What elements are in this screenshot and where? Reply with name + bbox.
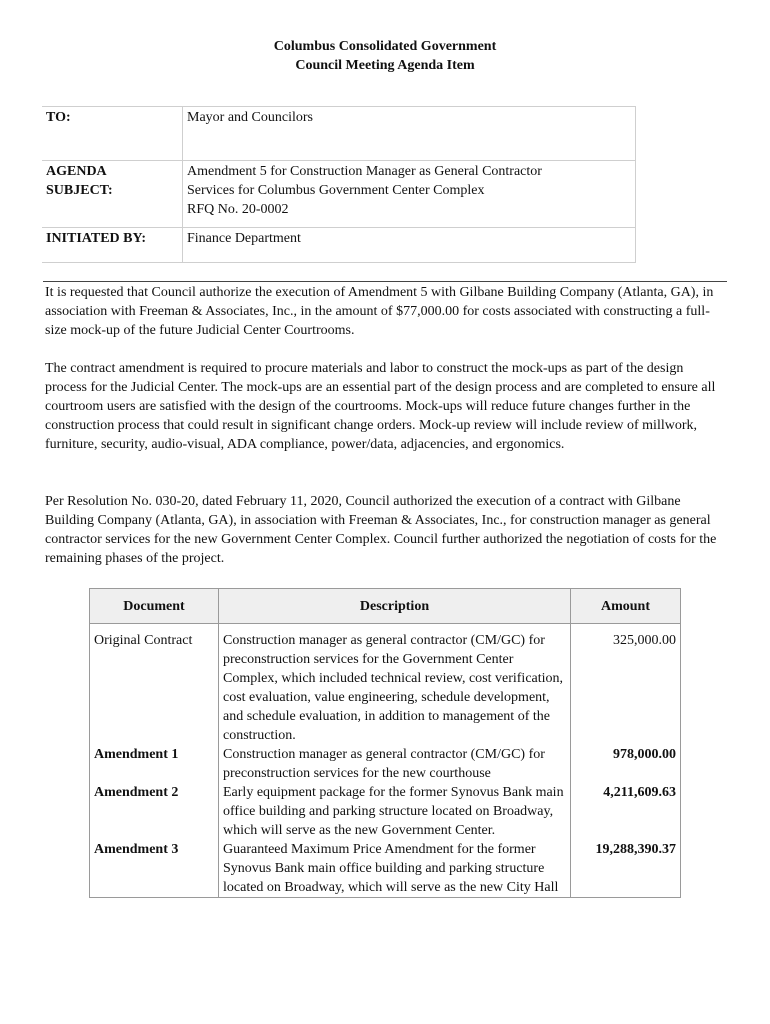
subject-value — [183, 161, 636, 228]
subject-row — [42, 161, 636, 228]
subject-line: RFQ No. 20-0002 — [187, 202, 289, 217]
initiated-value: Finance Department — [183, 228, 636, 263]
document-header — [0, 37, 770, 75]
table-row — [90, 783, 681, 840]
document-cell: Amendment 3 — [90, 840, 219, 898]
resolution-paragraph: Per Resolution No. 030-20, dated February 11, 2020, Council authorized the execution of a contract with Gilbane Building Company (Atlanta, GA), in association with Freeman & Associates, Inc., for construction manager as general contractor services for the new Government Center Complex. Council further authorized the negotiation of costs for the remaining phases of the project. — [45, 494, 717, 566]
document-cell: Original Contract — [90, 624, 219, 746]
subject-label — [42, 161, 183, 228]
subject-line: Amendment 5 for Construction Manager as General Contractor — [187, 164, 542, 179]
amount-cell: 19,288,390.37 — [571, 840, 681, 898]
table-header-row — [90, 589, 681, 624]
description-column-header: Description — [219, 589, 571, 624]
description-cell: Construction manager as general contractor (CM/GC) for preconstruction services for the Government Center Complex, which included technical review, cost verification, cost evaluation, value engineering, schedule development, and schedule evaluation, in addition to management of the construction. — [219, 624, 571, 746]
table-row — [90, 745, 681, 783]
request-paragraph: It is requested that Council authorize the execution of Amendment 5 with Gilbane Building Company (Atlanta, GA), in association with Freeman & Associates, Inc., in the amount of $77,000.00 for costs associated with constructing a full-size mock-up of the future Judicial Center Courtrooms. — [45, 285, 714, 338]
header-title: Columbus Consolidated Government — [273, 39, 497, 54]
document-cell: Amendment 2 — [90, 783, 219, 840]
amount-cell: 325,000.00 — [571, 624, 681, 746]
contract-history-table — [89, 588, 681, 898]
header-subtitle: Council Meeting Agenda Item — [295, 58, 475, 73]
table-row — [90, 624, 681, 746]
description-cell: Guaranteed Maximum Price Amendment for the former Synovus Bank main office building and parking structure located on Broadway, which will serve as the new City Hall — [219, 840, 571, 898]
subject-label-line: SUBJECT: — [46, 183, 113, 198]
subject-label-line: AGENDA — [46, 164, 107, 179]
description-cell: Construction manager as general contractor (CM/GC) for preconstruction services for the new courthouse — [219, 745, 571, 783]
to-row — [42, 107, 636, 161]
amount-cell: 4,211,609.63 — [571, 783, 681, 840]
agenda-info-table — [42, 106, 636, 263]
section-divider — [43, 281, 727, 282]
description-cell: Early equipment package for the former Synovus Bank main office building and parking structure located on Broadway, which will serve as the new Government Center. — [219, 783, 571, 840]
amount-cell: 978,000.00 — [571, 745, 681, 783]
to-value: Mayor and Councilors — [183, 107, 636, 161]
subject-line: Services for Columbus Government Center Complex — [187, 183, 485, 198]
initiated-row — [42, 228, 636, 263]
to-label: TO: — [42, 107, 183, 161]
table-row — [90, 840, 681, 898]
document-cell: Amendment 1 — [90, 745, 219, 783]
amount-column-header: Amount — [571, 589, 681, 624]
amendment-rationale-paragraph: The contract amendment is required to procure materials and labor to construct the mock-ups as part of the design process for the Judicial Center. The mock-ups are an essential part of the design process and are completed to ensure all courtroom users are satisfied with the design of the courtrooms. Mock-ups will reduce future changes further in the construction process that could result in significant change orders. Mock-up review will include review of millwork, furniture, security, audio-visual, ADA compliance, power/data, adjacencies, and ergonomics. — [45, 361, 716, 452]
document-column-header: Document — [90, 589, 219, 624]
initiated-label: INITIATED BY: — [42, 228, 183, 263]
